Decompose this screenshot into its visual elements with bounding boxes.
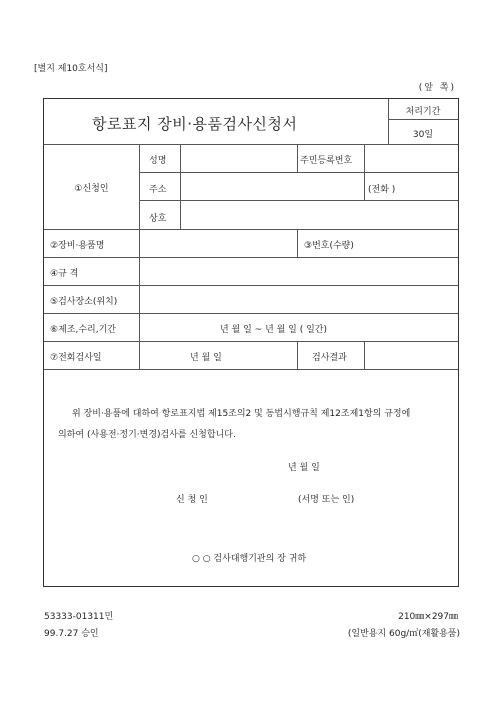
form-number-label: [별지 제10호서식] bbox=[34, 64, 108, 74]
statement-line-2: 의하여 (사용전·정기·변경)검사를 신청합니다. bbox=[58, 430, 236, 440]
previous-inspection-label: ⑦전회검사일 bbox=[50, 353, 102, 363]
address-label: 주소 bbox=[149, 185, 167, 195]
company-field[interactable] bbox=[184, 203, 454, 225]
company-label: 상호 bbox=[149, 214, 167, 224]
serial-number-field[interactable] bbox=[368, 232, 454, 254]
footer-approval-date: 99.7.27 승인 bbox=[44, 629, 99, 639]
applicant-sign-label: 신 청 인 bbox=[176, 495, 208, 505]
statement-line-1: 위 장비·용품에 대하여 항로표지법 제15조의2 및 동법시행규칙 제12조제1항의 규정에 bbox=[72, 409, 411, 419]
form-title: 항로표지 장비·용품검사신청서 bbox=[92, 115, 298, 133]
equipment-name-field[interactable] bbox=[143, 232, 293, 254]
addressee: ○ ○ 검사대행기관의 장 귀하 bbox=[192, 554, 307, 564]
footer-form-number: 53333-01311민 bbox=[44, 612, 114, 622]
resident-number-field[interactable] bbox=[368, 147, 454, 169]
specification-label: ④규 격 bbox=[50, 269, 79, 279]
manufacture-period-value[interactable]: 년 월 일 ~ 년 월 일 ( 일간) bbox=[220, 325, 328, 335]
application-form bbox=[43, 98, 459, 587]
previous-inspection-value[interactable]: 년 월 일 bbox=[190, 353, 222, 363]
inspection-place-label: ⑤검사장소(위치) bbox=[50, 297, 118, 307]
footer-paper-type: (일반용지 60g/㎡(재활용품) bbox=[347, 629, 460, 639]
serial-number-label: ③번호(수량) bbox=[304, 241, 354, 251]
address-field[interactable] bbox=[184, 175, 360, 197]
resident-number-label: 주민등록번호 bbox=[300, 156, 353, 166]
inspection-place-field[interactable] bbox=[143, 288, 453, 310]
specification-field[interactable] bbox=[143, 260, 453, 282]
page-side-label: (앞 쪽) bbox=[418, 83, 456, 93]
name-field[interactable] bbox=[184, 147, 294, 169]
equipment-name-label: ②장비·용품명 bbox=[50, 241, 105, 251]
name-label: 성명 bbox=[149, 156, 167, 166]
footer-paper-size: 210㎜×297㎜ bbox=[398, 612, 458, 622]
processing-period-value: 30일 bbox=[412, 130, 434, 140]
applicant-sign-field[interactable] bbox=[219, 486, 299, 506]
processing-period-label: 처리기간 bbox=[405, 107, 441, 117]
application-date[interactable]: 년 월 일 bbox=[288, 463, 320, 473]
phone-label: (전화 ) bbox=[368, 185, 396, 195]
inspection-result-label: 검사결과 bbox=[312, 353, 347, 363]
sign-hint: (서명 또는 인) bbox=[298, 495, 355, 505]
inspection-result-field[interactable] bbox=[368, 344, 454, 366]
applicant-section-label: ①신청인 bbox=[74, 184, 109, 194]
manufacture-period-label: ⑥제조,수리,기간 bbox=[50, 325, 116, 335]
